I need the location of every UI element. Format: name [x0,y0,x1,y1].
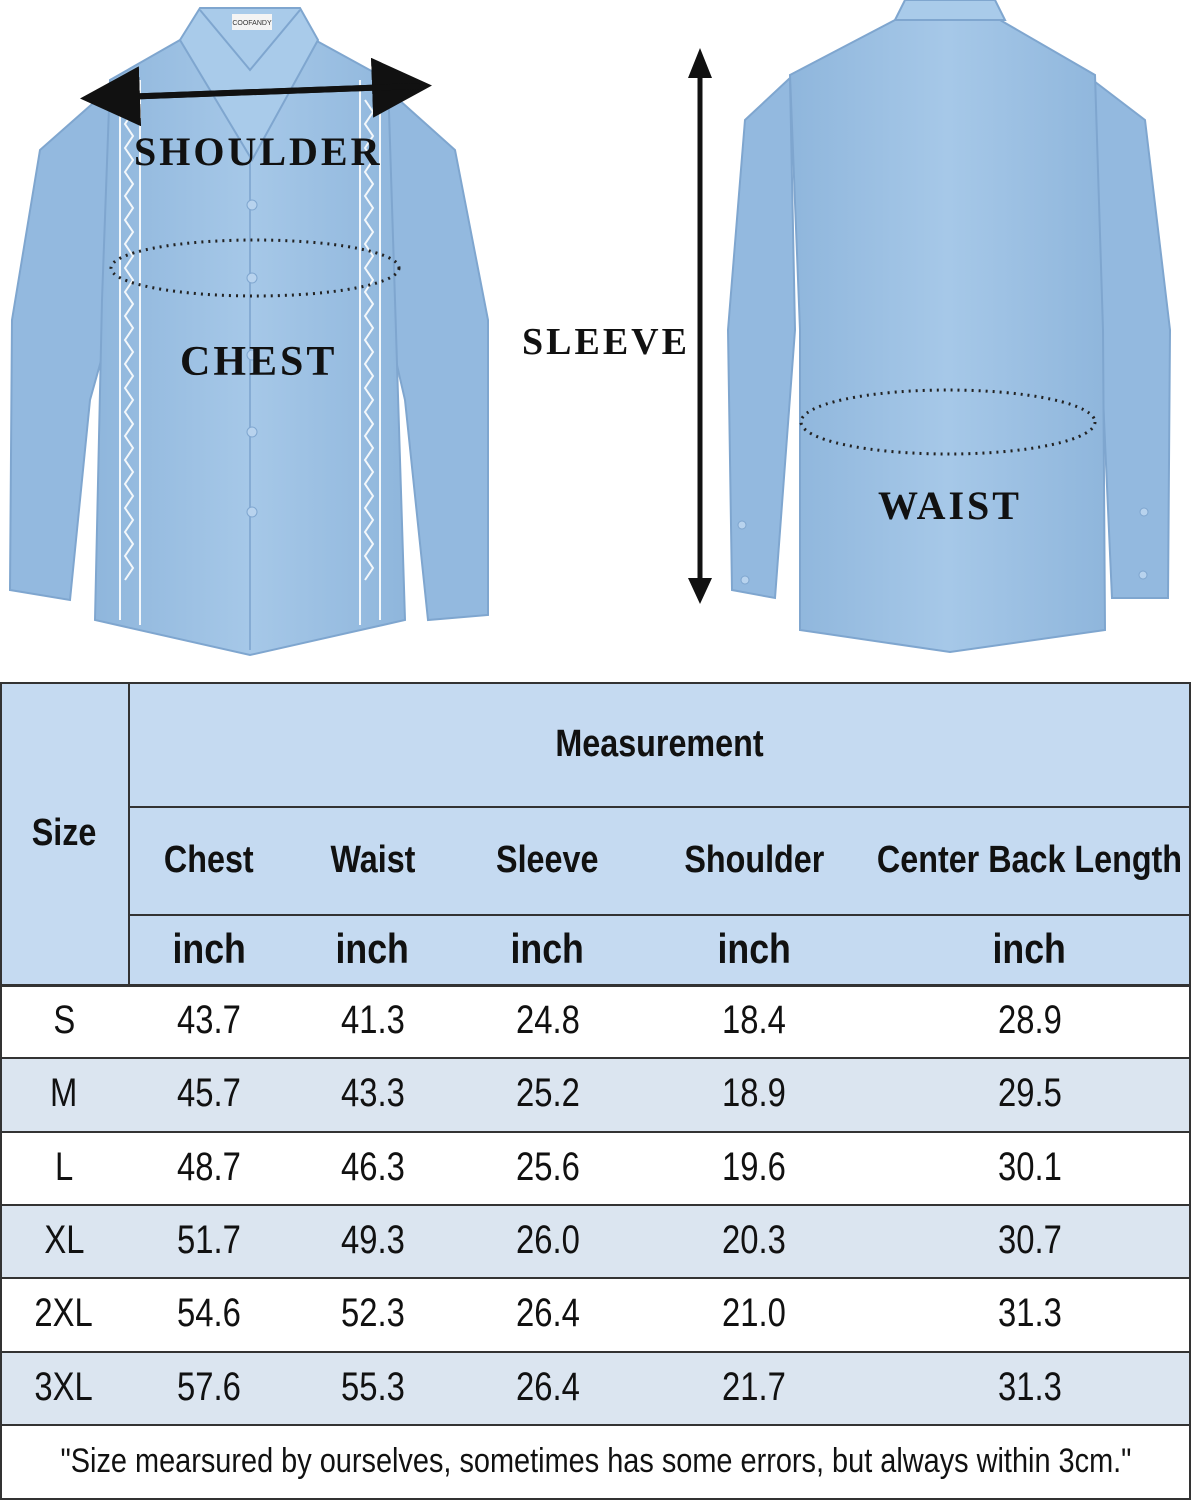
measurement-value: 25.6 [515,1144,580,1189]
unit-label: inch [335,925,410,972]
sleeve-label: SLEEVE [522,321,690,363]
value-cell [128,1204,290,1277]
column-header-sleeve: Sleeve [496,838,599,881]
row-divider [0,1204,1191,1206]
measurement-value: 46.3 [340,1144,405,1189]
size-value: XL [43,1218,85,1263]
measurement-value: 45.7 [177,1071,241,1116]
size-cell [0,1351,128,1424]
value-cell [128,984,290,1057]
measurement-value: 51.7 [177,1218,241,1263]
measurement-value: 57.6 [177,1364,241,1409]
size-cell [0,1131,128,1204]
column-header-cell [290,806,455,914]
size-value: S [53,998,75,1043]
measurement-value: 30.7 [997,1218,1062,1263]
button-icon [247,507,257,517]
measurement-value: 49.3 [340,1218,405,1263]
cuff-button-icon [738,521,746,529]
measurement-value: 26.4 [515,1364,580,1409]
size-value: 2XL [34,1291,94,1336]
row-divider [0,1277,1191,1279]
waist-label: WAIST [878,483,1022,528]
unit-label: inch [172,925,246,972]
row-divider [0,1057,1191,1059]
column-header-cell [640,806,868,914]
cuff-button-icon [741,576,749,584]
measurement-value: 26.4 [515,1291,580,1336]
measurement-value: 25.2 [515,1071,580,1116]
measurement-value: 24.8 [515,998,580,1043]
measurement-value: 26.0 [515,1218,580,1263]
value-cell [455,1351,640,1424]
size-value: M [50,1071,78,1116]
value-cell [868,1057,1191,1130]
unit-label: inch [717,925,791,972]
column-header-cell [455,806,640,914]
size-header-cell [0,682,128,984]
measurement-value: 41.3 [340,998,405,1043]
cuff-button-icon [1139,571,1147,579]
size-cell [0,1204,128,1277]
value-cell [640,1351,868,1424]
button-icon [247,200,257,210]
measurement-value: 29.5 [997,1071,1062,1116]
measurement-value: 54.6 [177,1291,241,1336]
row-divider [0,1131,1191,1133]
measurement-header: Measurement [555,722,764,765]
measurement-value: 52.3 [340,1291,405,1336]
column-header-cell [128,806,290,914]
note-cell [0,1424,1191,1500]
value-cell [868,984,1191,1057]
unit-cell [868,914,1191,984]
unit-cell [455,914,640,984]
value-cell [290,1057,455,1130]
header-divider-2 [128,914,1191,916]
sleeve-arrow [688,48,712,604]
measurement-value: 18.9 [722,1071,786,1116]
value-cell [640,1057,868,1130]
measurement-value: 18.4 [722,998,786,1043]
brand-tag-text: COOFANDY [232,20,272,27]
value-cell [290,984,455,1057]
measurement-value: 21.0 [722,1291,786,1336]
size-cell [0,1057,128,1130]
size-chart-table [0,682,1191,1500]
size-note: "Size mearsured by ourselves, sometimes has some errors, but always within 3cm." [60,1442,1131,1481]
measurement-header-cell [128,682,1191,806]
value-cell [290,1204,455,1277]
size-value: 3XL [34,1364,94,1409]
value-cell [290,1277,455,1350]
size-cell [0,984,128,1057]
unit-cell [640,914,868,984]
value-cell [868,1351,1191,1424]
value-cell [640,1131,868,1204]
measurement-value: 20.3 [722,1218,786,1263]
size-value: L [54,1144,74,1189]
column-header-cell [868,806,1191,914]
size-header: Size [31,811,97,854]
size-column-divider [128,682,130,984]
cuff-button-icon [1140,508,1148,516]
table-border-left [0,682,2,1500]
column-header-shoulder: Shoulder [684,838,824,881]
shoulder-label: SHOULDER [134,129,383,174]
value-cell [868,1204,1191,1277]
measurement-diagram [0,0,1191,680]
value-cell [640,1204,868,1277]
measurement-value: 19.6 [722,1144,786,1189]
unit-label: inch [992,925,1067,972]
value-cell [128,1277,290,1350]
measurement-value: 30.1 [997,1144,1062,1189]
value-cell [455,1057,640,1130]
measurement-value: 55.3 [340,1364,405,1409]
value-cell [868,1277,1191,1350]
unit-cell [290,914,455,984]
row-divider [0,1424,1191,1426]
chest-label: CHEST [180,339,338,385]
measurement-value: 28.9 [997,998,1062,1043]
unit-label: inch [510,925,585,972]
column-header-waist: Waist [330,838,415,881]
row-divider [0,1351,1191,1353]
value-cell [290,1131,455,1204]
button-icon [247,427,257,437]
value-cell [455,984,640,1057]
value-cell [640,984,868,1057]
column-header-chest: Chest [164,838,254,881]
back-shirt [728,0,1170,652]
value-cell [128,1131,290,1204]
value-cell [455,1204,640,1277]
value-cell [868,1131,1191,1204]
value-cell [455,1131,640,1204]
value-cell [128,1351,290,1424]
value-cell [640,1277,868,1350]
measurement-value: 43.3 [340,1071,405,1116]
size-cell [0,1277,128,1350]
value-cell [455,1277,640,1350]
value-cell [128,1057,290,1130]
measurement-value: 48.7 [177,1144,241,1189]
value-cell [290,1351,455,1424]
table-border-top [0,682,1191,684]
measurement-value: 31.3 [997,1291,1062,1336]
header-body-divider [0,984,1191,987]
front-shirt [10,8,488,655]
measurement-value: 31.3 [997,1364,1062,1409]
header-divider-1 [128,806,1191,808]
measurement-value: 43.7 [177,998,241,1043]
column-header-center-back-length: Center Back Length [876,838,1183,881]
measurement-value: 21.7 [722,1364,786,1409]
unit-cell [128,914,290,984]
button-icon [247,273,257,283]
